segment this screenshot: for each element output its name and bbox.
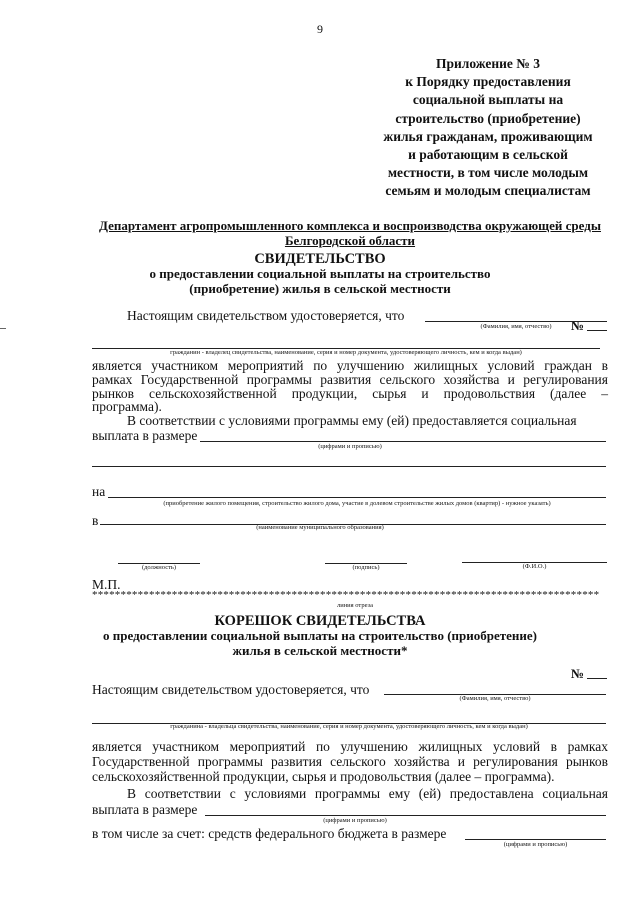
stub-amount-label: выплата в размере <box>92 802 198 817</box>
para2-line: В соответствии с условиями программы ему (ей) предоставляется социальная <box>127 413 577 428</box>
para1-line: рамках Государственной программы развития сельского хозяйства и регулирования <box>92 372 608 387</box>
para2-amount-label: выплата в размере <box>92 428 198 443</box>
stub-para1-line: сельскохозяйственной продукции, сырья и продовольствия (далее – программа). <box>92 769 555 784</box>
stub-para2-line: В соответствии с условиями программы ему (ей) предоставлена социальная <box>127 786 608 801</box>
page-number: 9 <box>317 22 323 36</box>
appendix-line: и работающим в сельской <box>408 147 568 163</box>
appendix-line: социальной выплаты на <box>412 92 564 108</box>
appendix-line: к Порядку предоставления <box>405 74 571 90</box>
name-hint: (Ф.И.О.) <box>522 563 547 570</box>
amount-field-continued[interactable] <box>92 466 606 467</box>
stub-subtitle-2: жилья в сельской местности* <box>232 643 408 658</box>
appendix-line: жилья гражданам, проживающим <box>383 128 593 144</box>
stub-number-label: № <box>571 666 585 681</box>
para1-line: рынков сельскохозяйственной продукции, сырья и продовольствия (далее – <box>92 386 608 401</box>
certificate-number-label: № <box>571 318 585 333</box>
stamp-label: М.П. <box>92 577 121 592</box>
certificate-number-field[interactable] <box>587 330 607 331</box>
fio-field[interactable] <box>425 321 607 322</box>
appendix-line: семьям и молодым специалистам <box>385 183 591 199</box>
stub-citizen-hint: гражданина - владельца свидетельства, наименование, серия и номер документа, удостоверяющего личность, кем и когда выдан) <box>170 723 528 730</box>
department-name: Департамент агропромышленного комплекса и воспроизводства окружающей среды Белгородской области <box>99 218 601 248</box>
para1-line: программа). <box>92 399 162 414</box>
certificate-subtitle-2: (приобретение) жилья в сельской местности <box>189 281 451 296</box>
amount-field[interactable] <box>200 441 606 442</box>
amount-hint: (цифрами и прописью) <box>318 443 382 450</box>
stub-amount-hint: (цифрами и прописью) <box>323 817 387 824</box>
stub-para1-line: является участником мероприятий по улучшению жилищных условий в рамках <box>92 739 608 754</box>
purpose-field[interactable] <box>108 497 606 498</box>
certificate-certifies-text: Настоящим свидетельством удостоверяется, что <box>127 308 405 323</box>
stub-para1-line: Государственной программы развития сельского хозяйства и регулирования рынков <box>92 754 608 769</box>
certificate-title: СВИДЕТЕЛЬСТВО <box>254 251 386 267</box>
signature-hint: (подпись) <box>352 564 380 571</box>
stub-number-field[interactable] <box>587 678 607 679</box>
stub-subtitle-1: о предоставлении социальной выплаты на строительство (приобретение) <box>103 628 537 643</box>
appendix-line: Приложение № 3 <box>436 56 540 71</box>
appendix-line: строительство (приобретение) <box>395 110 581 126</box>
on-label: на <box>92 484 106 499</box>
fio-hint: (Фамилия, имя, отчество) <box>480 323 552 330</box>
municipality-hint: (наименование муниципального образования) <box>256 524 384 531</box>
stub-fio-hint: (Фамилия, имя, отчество) <box>459 695 531 702</box>
stub-federal-field[interactable] <box>465 839 606 840</box>
in-label: в <box>92 513 99 528</box>
appendix-header <box>368 55 608 201</box>
stub-federal-hint: (цифрами и прописью) <box>503 841 568 848</box>
cut-stars: ***************************************************************************************** <box>92 589 600 601</box>
stub-federal-label: в том числе за счет: средств федерального бюджета в размере <box>92 826 447 841</box>
margin-mark <box>0 328 6 329</box>
stub-title: КОРЕШОК СВИДЕТЕЛЬСТВА <box>214 613 426 629</box>
cut-line-label: линия отреза <box>336 602 374 609</box>
citizen-hint: гражданин - владелец свидетельства, наименование, серия и номер документа, удостоверяющего личность, кем и когда выдан) <box>170 349 522 356</box>
certificate-subtitle-1: о предоставлении социальной выплаты на строительство <box>149 266 491 281</box>
purpose-hint: (приобретение жилого помещения, строительство жилого дома, участие в долевом строительстве жилых домов (квартир) - нужное указать) <box>163 500 551 507</box>
para1-line: является участником мероприятий по улучшению жилищных условий граждан в <box>92 358 608 373</box>
stub-certifies-text: Настоящим свидетельством удостоверяется, что <box>92 682 370 697</box>
stub-amount-field[interactable] <box>205 815 606 816</box>
position-hint: (должность) <box>141 564 177 571</box>
appendix-line: местности, в том числе молодым <box>387 165 589 181</box>
